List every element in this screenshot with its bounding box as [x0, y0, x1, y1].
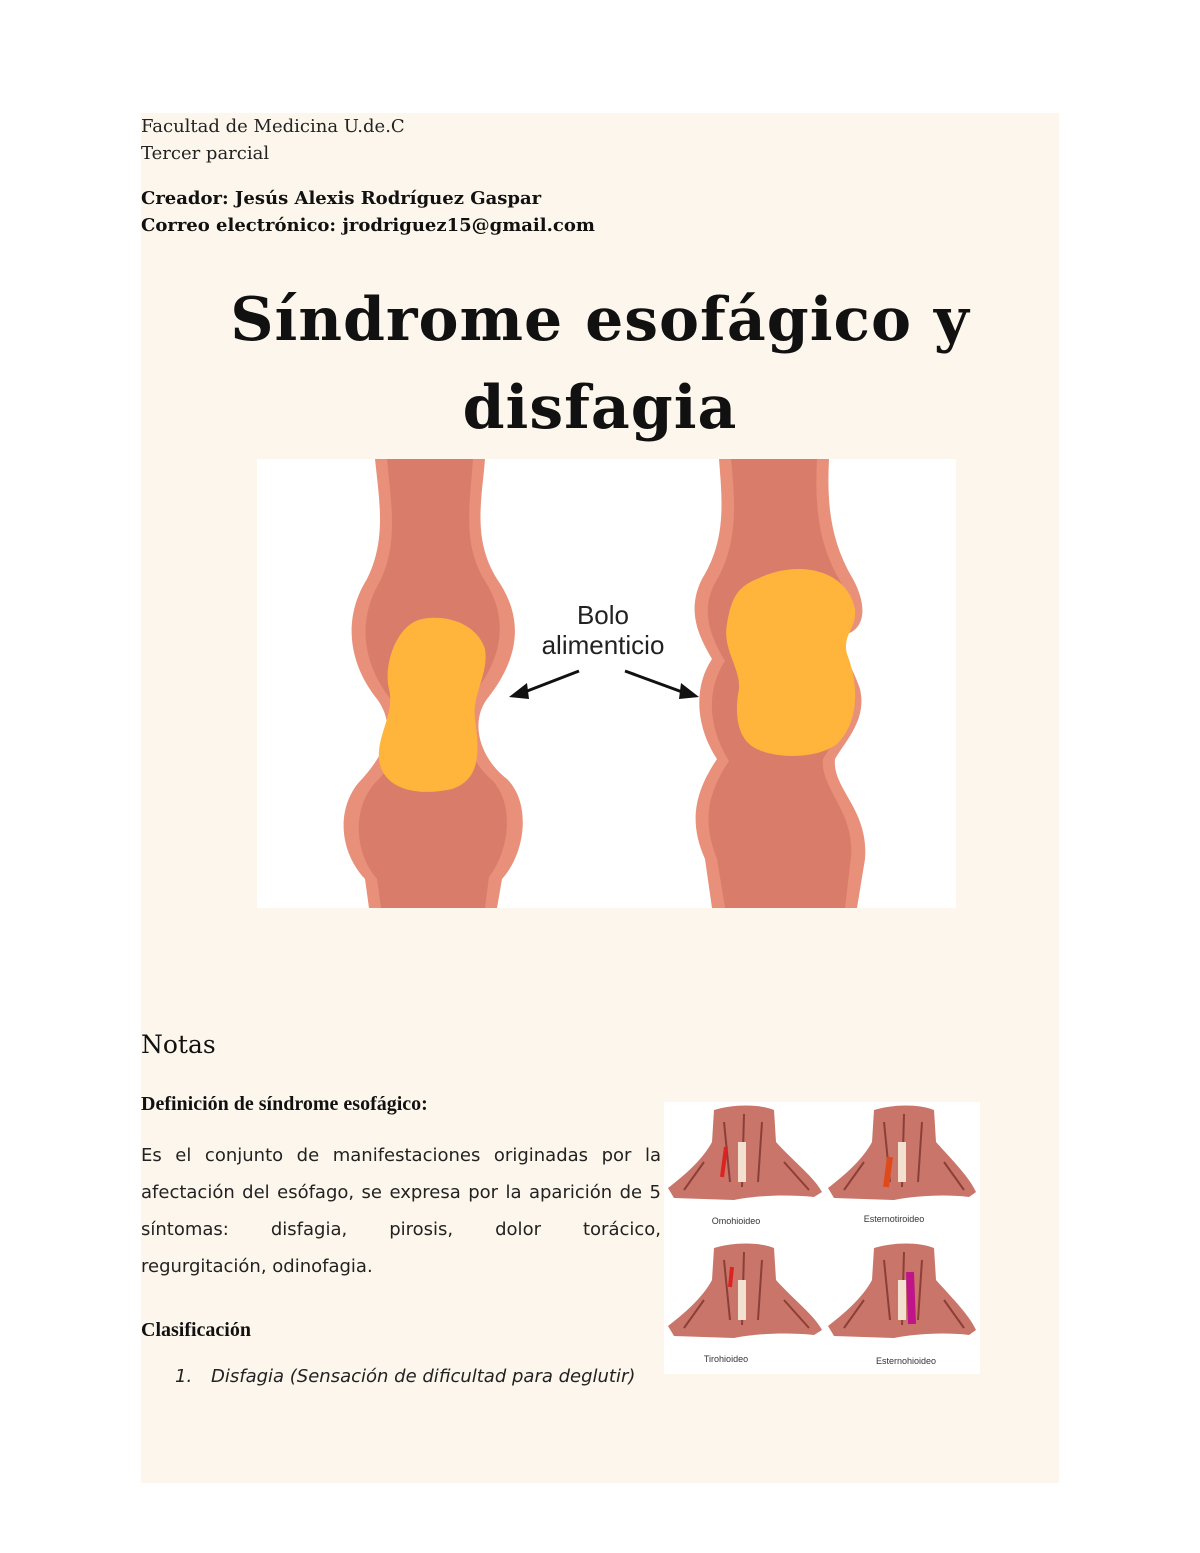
definition-line: afectación del esófago, se expresa por la aparición de 5 — [141, 1182, 661, 1203]
bolo-label-line2: alimenticio — [541, 630, 665, 660]
right-arrow-icon — [625, 671, 699, 699]
neck-panel-sternohyoid — [828, 1244, 976, 1339]
definition-paragraph — [141, 1137, 661, 1285]
exam-line: Tercer parcial — [141, 143, 270, 164]
panel-caption: Esternohioideo — [875, 1356, 937, 1366]
panel-caption: Omohioideo — [711, 1216, 761, 1226]
left-arrow-icon — [509, 671, 579, 699]
email-line: Correo electrónico: jrodriguez15@gmail.com — [141, 215, 595, 236]
page-title-line1: Síndrome esofágico y — [230, 285, 970, 355]
neck-panel-sternothyroid — [828, 1106, 976, 1201]
definition-line: Es el conjunto de manifestaciones originadas por la — [141, 1145, 661, 1166]
neck-panel-omohyoid — [668, 1106, 822, 1201]
creator-line: Creador: Jesús Alexis Rodríguez Gaspar — [141, 188, 542, 209]
right-bolus — [726, 569, 855, 756]
neck-muscles-figure — [664, 1102, 980, 1374]
bolo-label-line1: Bolo — [576, 600, 630, 630]
page-title-line2: disfagia — [462, 373, 738, 443]
neck-panel-thyrohyoid — [668, 1244, 822, 1339]
definition-line: síntomas: disfagia, pirosis, dolor torácico, — [141, 1219, 661, 1240]
list-item-number: 1. — [175, 1366, 193, 1387]
notes-heading: Notas — [141, 1030, 216, 1059]
panel-caption: Tirohioideo — [703, 1354, 749, 1364]
definition-line: regurgitación, odinofagia. — [141, 1256, 373, 1277]
definition-heading: Definición de síndrome esofágico: — [141, 1093, 428, 1115]
faculty-line: Facultad de Medicina U.de.C — [141, 116, 405, 137]
esophagus-bolus-figure — [257, 459, 956, 908]
list-item — [175, 1366, 635, 1387]
classification-heading: Clasificación — [141, 1319, 251, 1341]
list-item-text: Disfagia (Sensación de dificultad para deglutir) — [211, 1366, 636, 1387]
panel-caption: Esternotiroideo — [863, 1214, 925, 1224]
